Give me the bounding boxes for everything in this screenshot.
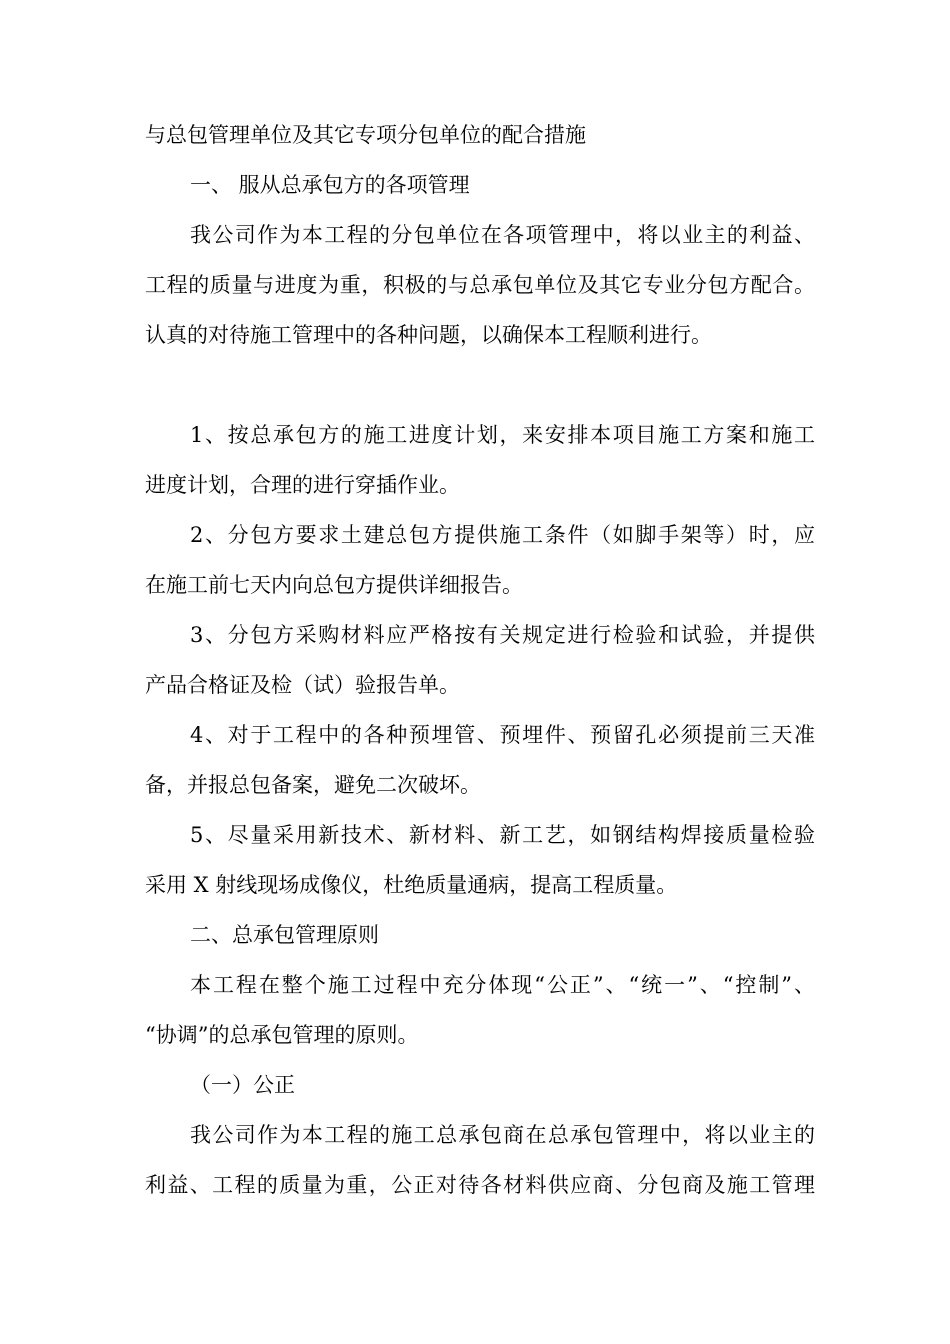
list-item-line: 2、分包方要求土建总包方提供施工条件（如脚手架等）时，应 (190, 523, 815, 547)
document-heading: 与总包管理单位及其它专项分包单位的配合措施 (145, 123, 586, 147)
paragraph-line: “协调”的总承包管理的原则。 (145, 1023, 419, 1047)
list-item-line: 4、对于工程中的各种预埋管、预埋件、预留孔必须提前三天准 (190, 723, 815, 747)
paragraph-line: 工程的质量与进度为重，积极的与总承包单位及其它专业分包方配合。 (145, 273, 815, 297)
list-item-line: 备，并报总包备案，避免二次破坏。 (145, 773, 481, 797)
paragraph-line: 认真的对待施工管理中的各种问题，以确保本工程顺利进行。 (145, 323, 712, 347)
paragraph-line: 利益、工程的质量为重，公正对待各材料供应商、分包商及施工管理 (145, 1173, 815, 1197)
section-heading-2: 二、总承包管理原则 (190, 923, 379, 947)
subsection-heading: （一）公正 (190, 1073, 295, 1097)
list-item-line: 采用 X 射线现场成像仪，杜绝质量通病，提高工程质量。 (145, 873, 678, 897)
list-item-line: 产品合格证及检（试）验报告单。 (145, 673, 460, 697)
paragraph-line: 我公司作为本工程的施工总承包商在总承包管理中，将以业主的 (190, 1123, 815, 1147)
section-heading-1: 一、 服从总承包方的各项管理 (190, 173, 470, 197)
paragraph-line: 我公司作为本工程的分包单位在各项管理中，将以业主的利益、 (190, 223, 815, 247)
list-item-line: 进度计划，合理的进行穿插作业。 (145, 473, 460, 497)
list-item-line: 5、尽量采用新技术、新材料、新工艺，如钢结构焊接质量检验 (190, 823, 815, 847)
paragraph-line: 本工程在整个施工过程中充分体现“公正”、“统一”、“控制”、 (190, 973, 815, 997)
list-item-line: 3、分包方采购材料应严格按有关规定进行检验和试验，并提供 (190, 623, 815, 647)
list-item-line: 1、按总承包方的施工进度计划，来安排本项目施工方案和施工 (190, 423, 815, 447)
list-item-line: 在施工前七天内向总包方提供详细报告。 (145, 573, 523, 597)
